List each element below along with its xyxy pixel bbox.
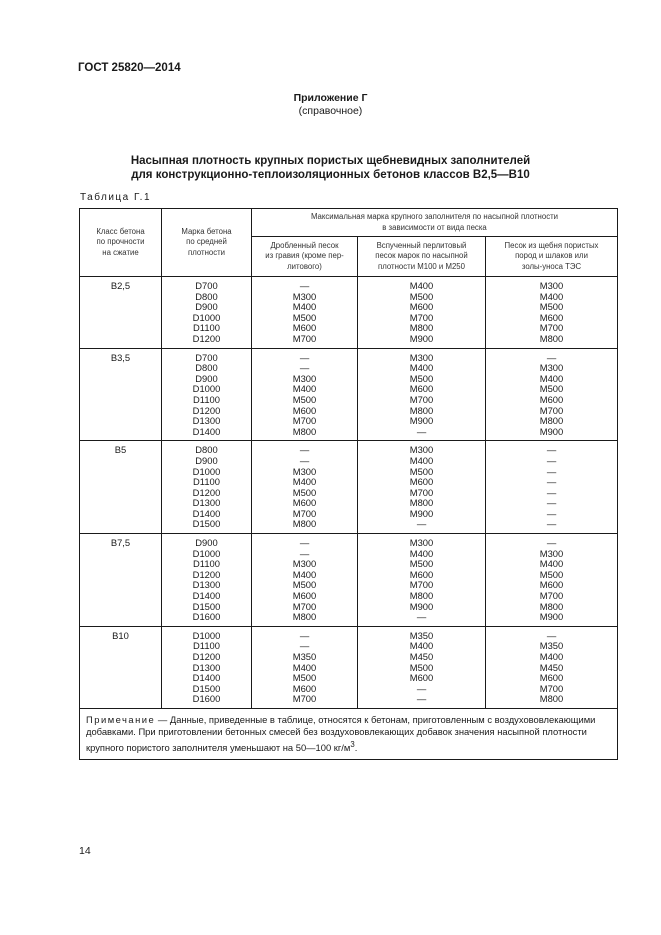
cell-value: М800 [539, 600, 564, 612]
cell-value: М600 [539, 393, 564, 405]
cell-value: — [299, 629, 310, 641]
cell-value: D700 [195, 280, 218, 291]
cell-grades [162, 441, 252, 534]
cell-value: D1200 [192, 404, 221, 416]
cell-value: D1300 [192, 579, 221, 591]
cell-value: D1600 [192, 693, 221, 705]
class-value: В5 [114, 444, 127, 456]
cell-value: М600 [539, 311, 564, 323]
cell-value: М700 [539, 322, 564, 334]
cell-col1 [252, 534, 358, 627]
cell-value: D900 [195, 537, 218, 549]
cell-value: М600 [409, 301, 434, 313]
header-crushed-gravel-sand: Дробленный песок из гравия (кроме пер- литового) [252, 237, 358, 277]
cell-value: — [416, 693, 427, 705]
cell-value: М700 [409, 393, 434, 405]
cell-value: М350 [409, 629, 434, 641]
cell-value: М450 [409, 651, 434, 662]
cell-value: М500 [292, 393, 317, 405]
table-caption: Таблица Г.1 [80, 192, 152, 203]
header-max-aggregate-grade: Максимальная марка крупного заполнителя по насыпной плотности в зависимости от вида песка [252, 209, 618, 237]
appendix-title: Приложение Г [293, 92, 368, 104]
cell-value: М800 [292, 518, 317, 530]
cell-value: М400 [539, 372, 564, 384]
cell-value: — [416, 425, 427, 437]
cell-col3 [486, 626, 618, 708]
cell-col3 [486, 277, 618, 349]
cell-value: М400 [409, 280, 434, 291]
cell-value: — [546, 629, 557, 641]
cell-value: М900 [539, 425, 564, 437]
cell-value: D1400 [192, 507, 221, 519]
cell-value: М300 [409, 537, 434, 549]
density-table [79, 208, 618, 760]
cell-class [80, 348, 162, 441]
table-row [80, 626, 618, 708]
cell-value: D700 [195, 351, 218, 363]
cell-value: — [546, 476, 557, 488]
cell-grades [162, 626, 252, 708]
cell-value: — [299, 444, 310, 456]
cell-value: М300 [539, 547, 564, 559]
cell-value: — [546, 486, 557, 498]
cell-value: М350 [539, 640, 564, 652]
cell-value: М600 [292, 322, 317, 334]
cell-value: — [546, 518, 557, 530]
appendix-subtitle: (справочное) [298, 105, 363, 117]
cell-value: М500 [539, 568, 564, 580]
note-end: . [354, 742, 358, 754]
cell-value: М800 [292, 611, 317, 623]
table-row [80, 534, 618, 627]
cell-value: D800 [195, 444, 218, 456]
cell-value: М700 [292, 332, 317, 344]
cell-value: D1100 [193, 322, 220, 334]
cell-value: М300 [292, 372, 317, 384]
cell-value: М700 [292, 600, 317, 612]
cell-col1 [252, 277, 358, 349]
cell-value: D1400 [192, 672, 221, 684]
cell-value: М500 [539, 383, 564, 395]
cell-value: М600 [409, 476, 434, 488]
table-row [80, 441, 618, 534]
cell-value: М800 [409, 404, 434, 416]
cell-col2 [358, 626, 486, 708]
cell-value: М400 [409, 640, 434, 652]
cell-value: D1100 [193, 640, 220, 652]
cell-value: D1500 [192, 518, 221, 530]
cell-value: М500 [292, 579, 317, 591]
note-label: Примечание [86, 713, 156, 725]
table-row [80, 348, 618, 441]
cell-value: М500 [409, 372, 434, 384]
cell-value: D1000 [192, 383, 221, 395]
cell-value: D1300 [192, 497, 221, 509]
cell-value: — [299, 280, 310, 291]
cell-grades [162, 277, 252, 349]
cell-value: D1000 [192, 547, 221, 559]
cell-value: — [299, 547, 310, 559]
cell-value: — [299, 351, 310, 363]
cell-value: М600 [539, 579, 564, 591]
cell-class [80, 277, 162, 349]
cell-value: М800 [409, 497, 434, 509]
cell-value: М450 [539, 661, 564, 673]
cell-value: М400 [292, 383, 317, 395]
cell-value: М300 [539, 280, 564, 291]
title-line-2: для конструкционно-теплоизоляционных бетонов классов В2,5—В10 [131, 169, 530, 181]
cell-value: М600 [409, 672, 434, 684]
cell-class [80, 534, 162, 627]
cell-class [80, 626, 162, 708]
table-note [80, 708, 618, 759]
cell-value: М600 [292, 682, 317, 694]
cell-value: М800 [539, 415, 564, 427]
cell-value: — [546, 444, 557, 456]
cell-value: М400 [409, 454, 434, 466]
cell-value: М800 [539, 693, 564, 705]
cell-value: М700 [539, 404, 564, 416]
cell-value: М400 [539, 558, 564, 570]
cell-value: — [546, 454, 557, 466]
appendix-heading [0, 92, 661, 118]
note-superscript: 3 [350, 739, 355, 749]
cell-value: М700 [292, 693, 317, 705]
cell-value: D1200 [192, 332, 221, 344]
cell-value: М300 [292, 290, 317, 302]
cell-value: — [546, 507, 557, 519]
class-value: В10 [112, 629, 129, 641]
cell-value: М600 [539, 672, 564, 684]
cell-value: М500 [292, 311, 317, 323]
cell-value: D1100 [193, 476, 220, 488]
table-body [80, 277, 618, 709]
cell-value: D1500 [192, 600, 221, 612]
class-value: В2,5 [110, 280, 131, 291]
cell-value: D1500 [192, 682, 221, 694]
cell-value: М300 [292, 558, 317, 570]
table-row [80, 277, 618, 349]
cell-value: М400 [539, 290, 564, 302]
cell-value: М900 [539, 611, 564, 623]
cell-value: М500 [292, 672, 317, 684]
cell-value: М400 [539, 651, 564, 662]
cell-value: М300 [409, 351, 434, 363]
cell-value: D1400 [192, 590, 221, 602]
cell-value: М300 [539, 362, 564, 374]
cell-col1 [252, 626, 358, 708]
cell-value: М700 [292, 415, 317, 427]
cell-value: М900 [409, 332, 434, 344]
header-concrete-class: Класс бетона по прочности на сжатие [80, 209, 162, 277]
cell-value: М600 [292, 590, 317, 602]
cell-col2 [358, 277, 486, 349]
class-value: В3,5 [110, 351, 131, 363]
cell-value: — [299, 537, 310, 549]
cell-value: — [546, 465, 557, 477]
cell-value: М350 [292, 651, 317, 662]
cell-col3 [486, 441, 618, 534]
cell-value: М700 [539, 590, 564, 602]
cell-value: D1000 [192, 311, 221, 323]
cell-value: М400 [409, 547, 434, 559]
cell-value: — [546, 351, 557, 363]
cell-value: — [546, 537, 557, 549]
cell-value: — [299, 454, 310, 466]
cell-value: — [416, 518, 427, 530]
cell-value: М800 [292, 425, 317, 437]
cell-value: М300 [292, 465, 317, 477]
cell-value: — [546, 497, 557, 509]
cell-value: — [299, 640, 310, 652]
cell-value: D1200 [192, 568, 221, 580]
cell-value: D900 [195, 454, 218, 466]
cell-col2 [358, 534, 486, 627]
cell-value: М800 [409, 590, 434, 602]
cell-value: М500 [539, 301, 564, 313]
cell-value: — [416, 611, 427, 623]
cell-value: D1000 [192, 465, 221, 477]
cell-value: М900 [409, 507, 434, 519]
cell-value: М500 [409, 290, 434, 302]
cell-value: М800 [409, 322, 434, 334]
cell-value: — [299, 362, 310, 374]
cell-value: М400 [292, 476, 317, 488]
cell-value: М500 [409, 465, 434, 477]
class-value: В7,5 [110, 537, 131, 549]
cell-value: D900 [195, 301, 218, 313]
cell-value: — [416, 682, 427, 694]
cell-value: М600 [409, 383, 434, 395]
cell-value: D1100 [193, 393, 220, 405]
title-line-1: Насыпная плотность крупных пористых щебневидных заполнителей [130, 155, 531, 167]
cell-value: D1000 [192, 629, 221, 641]
cell-value: М700 [539, 682, 564, 694]
cell-grades [162, 348, 252, 441]
cell-value: D800 [195, 362, 218, 374]
cell-value: D1300 [192, 415, 221, 427]
cell-value: М900 [409, 600, 434, 612]
cell-value: М900 [409, 415, 434, 427]
standard-number: ГОСТ 25820—2014 [78, 62, 181, 74]
cell-value: М400 [292, 568, 317, 580]
cell-value: М300 [409, 444, 434, 456]
cell-value: М700 [292, 507, 317, 519]
cell-col1 [252, 348, 358, 441]
header-perlite-sand: Вспученный перлитовый песок марок по насыпной плотности М100 и М250 [358, 237, 486, 277]
cell-value: М400 [292, 301, 317, 313]
cell-value: D1300 [192, 661, 221, 673]
header-porous-rock-sand: Песок из щебня пористых пород и шлаков или золы-уноса ТЭС [486, 237, 618, 277]
cell-col1 [252, 441, 358, 534]
cell-col2 [358, 348, 486, 441]
cell-value: М600 [292, 497, 317, 509]
cell-value: М600 [409, 568, 434, 580]
cell-value: М700 [409, 579, 434, 591]
cell-value: D1100 [193, 558, 220, 570]
cell-class [80, 441, 162, 534]
cell-value: D1400 [192, 425, 221, 437]
document-title [60, 154, 601, 182]
cell-value: D800 [195, 290, 218, 302]
page-number: 14 [79, 845, 91, 857]
cell-value: М800 [539, 332, 564, 344]
cell-value: М600 [292, 404, 317, 416]
cell-col3 [486, 534, 618, 627]
cell-value: М500 [292, 486, 317, 498]
cell-value: D900 [195, 372, 218, 384]
cell-value: D1600 [192, 611, 221, 623]
cell-col3 [486, 348, 618, 441]
cell-col2 [358, 441, 486, 534]
cell-value: D1200 [192, 651, 221, 662]
cell-value: М500 [409, 661, 434, 673]
header-concrete-grade: Марка бетона по средней плотности [162, 209, 252, 277]
cell-value: М700 [409, 486, 434, 498]
cell-grades [162, 534, 252, 627]
cell-value: М400 [409, 362, 434, 374]
cell-value: М400 [292, 661, 317, 673]
cell-value: М700 [409, 311, 434, 323]
cell-value: D1200 [192, 486, 221, 498]
note-text: — Данные, приведенные в таблице, относятся к бетонам, приготовленным с воздухововлекающими добавками. При приготовлении бетонных смесей без воздухововлекающих добавок значения насыпной плотности крупного пористого заполнителя уменьшают на 50—100 кг/м [86, 713, 596, 754]
cell-value: М500 [409, 558, 434, 570]
